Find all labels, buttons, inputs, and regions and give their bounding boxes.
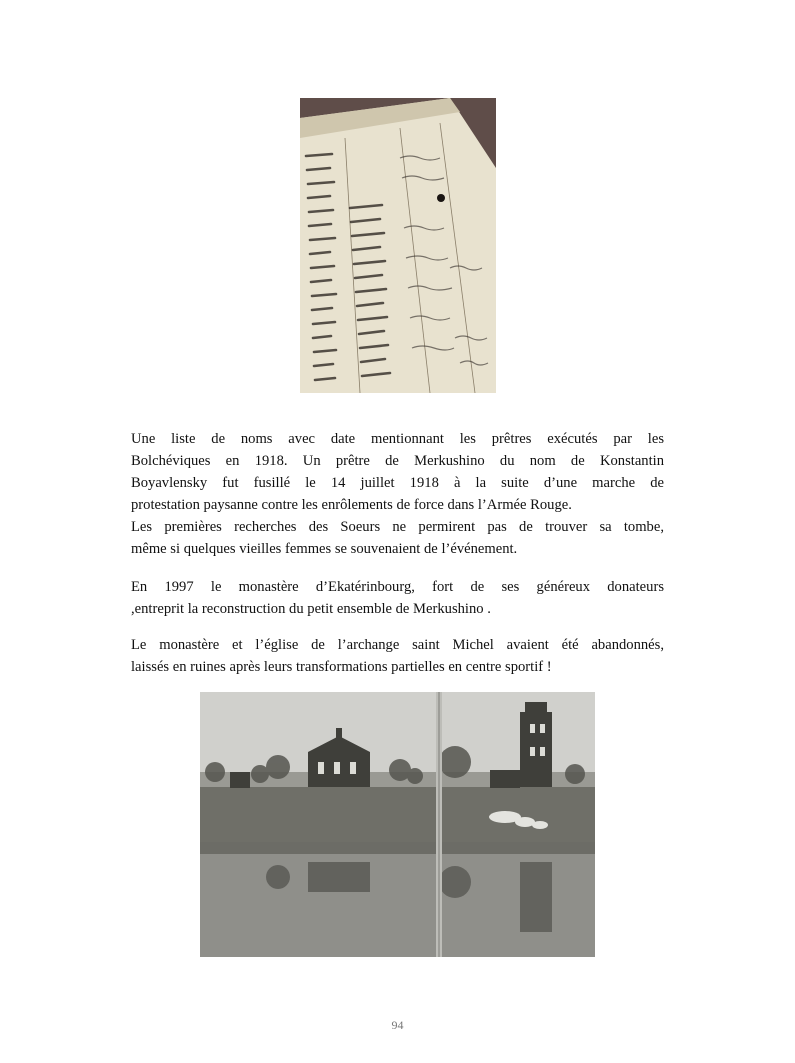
- text-line: ,entreprit la reconstruction du petit ensemble de Merkushino .: [131, 601, 491, 617]
- text-line: En 1997 le monastère d’Ekatérinbourg, fort de ses généreux donateurs: [131, 579, 664, 595]
- text-line: Boyavlensky fut fusillé le 14 juillet 1918 à la suite d’une marche de: [131, 475, 664, 491]
- body-paragraph-3: [131, 634, 664, 678]
- text-line: protestation paysanne contre les enrôlements de force dans l’Armée Rouge.: [131, 497, 572, 513]
- text-line: laissés en ruines après leurs transformations partielles en centre sportif !: [131, 659, 552, 675]
- text-line: Une liste de noms avec date mentionnant les prêtres exécutés par les: [131, 431, 664, 447]
- body-paragraph-1: [131, 428, 664, 560]
- text-line: Le monastère et l’église de l’archange saint Michel avaient été abandonnés,: [131, 637, 664, 653]
- list-of-names-photo: [300, 98, 496, 393]
- text-line: Bolchéviques en 1918. Un prêtre de Merkushino du nom de Konstantin: [131, 453, 664, 469]
- church-photo-graphic: [200, 692, 595, 957]
- ruined-church-photo: [200, 692, 595, 957]
- page-number: 94: [391, 1018, 404, 1032]
- body-paragraph-2: [131, 576, 664, 620]
- list-photo-graphic: [300, 98, 496, 393]
- text-line: Les premières recherches des Soeurs ne permirent pas de trouver sa tombe,: [131, 519, 664, 535]
- text-line: même si quelques vieilles femmes se souvenaient de l’événement.: [131, 541, 518, 557]
